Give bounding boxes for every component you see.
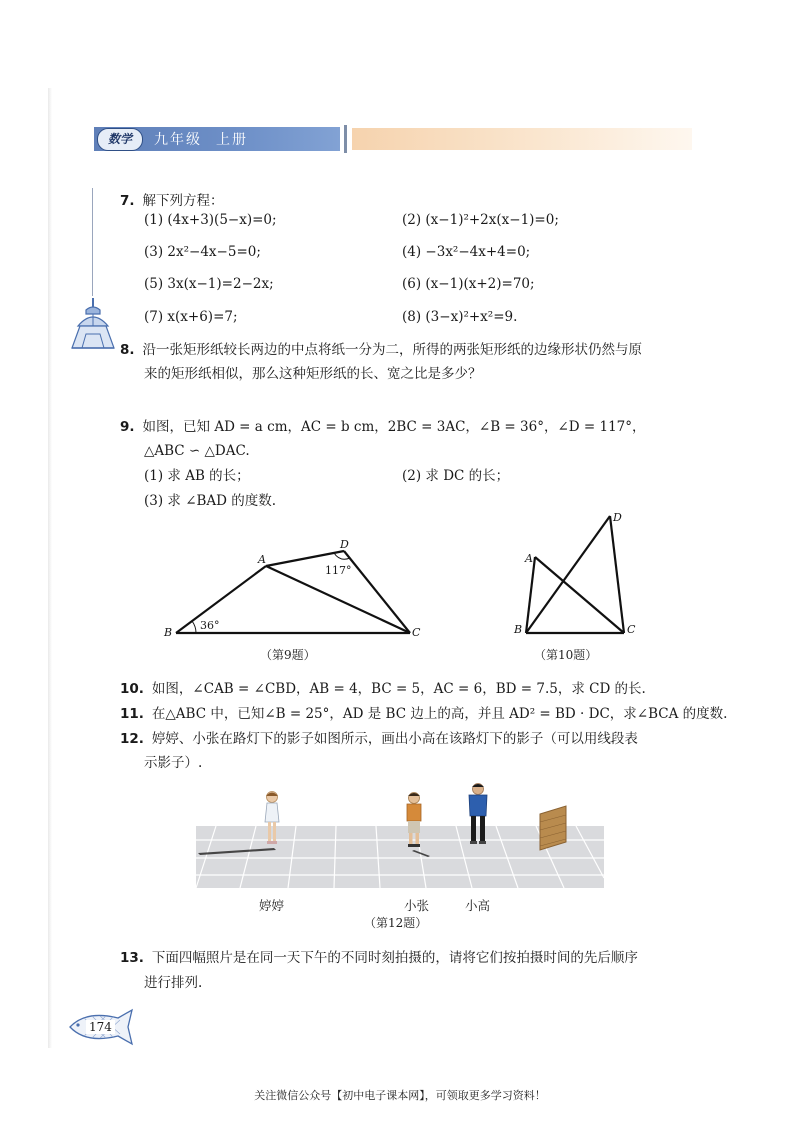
- question-10: [120, 680, 646, 698]
- question-number: 10.: [120, 681, 144, 697]
- segment-dc: [344, 551, 410, 633]
- figure-12-caption: （第12题）: [364, 916, 428, 930]
- question-number: 8.: [120, 342, 135, 358]
- question-text: 沿一张矩形纸较长两边的中点将纸一分为二，所得的两张矩形纸的边缘形状仍然与原: [142, 342, 643, 358]
- equation-item: (5) 3x(x−1)=2−2x;: [144, 276, 274, 292]
- angle-d-label: 117°: [325, 564, 352, 577]
- person-tingting: [262, 790, 282, 846]
- question-text: 下面四幅照片是在同一天下午的不同时刻拍摄的，请将它们按拍摄时间的先后顺序: [151, 950, 638, 966]
- segment-bd-10: [526, 516, 610, 633]
- segment-dc-10: [610, 516, 624, 633]
- point-label-c: C: [412, 626, 421, 639]
- name-xiaogao: 小高: [465, 898, 491, 913]
- question-12: [120, 730, 638, 748]
- figure-10-caption: （第10题）: [534, 648, 598, 662]
- question-8-line2: 来的矩形纸相似，那么这种矩形纸的长、宽之比是多少？: [144, 366, 482, 382]
- point-label-c: C: [627, 623, 636, 636]
- angle-b-label: 36°: [200, 619, 220, 632]
- equation-item: (8) (3−x)²+x²=9.: [402, 309, 518, 325]
- segment-ab: [176, 566, 266, 633]
- name-tingting: 婷婷: [259, 898, 285, 913]
- question-text: 解下列方程：: [142, 193, 224, 209]
- question-12-line2: 示影子）.: [144, 755, 203, 771]
- question-number: 7.: [120, 193, 135, 209]
- angle-b-arc: [192, 621, 196, 633]
- question-number: 13.: [120, 950, 144, 966]
- subject-badge: 数学: [97, 128, 143, 151]
- question-9-part1: (1) 求 AB 的长；: [144, 468, 250, 484]
- equation-item: (3) 2x²−4x−5=0;: [144, 244, 261, 260]
- question-text: 婷婷、小张在路灯下的影子如图所示，画出小高在该路灯下的影子（可以用线段表: [151, 731, 638, 747]
- question-13: [120, 949, 638, 967]
- volume-label: 上册: [216, 132, 248, 148]
- person-xiaogao: [466, 782, 490, 846]
- equation-item: (1) (4x+3)(5−x)=0;: [144, 212, 277, 228]
- question-text: 如图，已知 AD = a cm，AC = b cm，2BC = 3AC，∠B = 36°，∠D = 117°，: [142, 419, 646, 435]
- page-number: 174: [86, 1020, 115, 1034]
- equation-item: (4) −3x²−4x+4=0;: [402, 244, 531, 260]
- equation-item: (2) (x−1)²+2x(x−1)=0;: [402, 212, 559, 228]
- figure-9-caption: （第9题）: [260, 648, 316, 662]
- segment-ac-10: [535, 557, 624, 633]
- question-13-line2: 进行排列.: [144, 975, 203, 991]
- point-label-d: D: [340, 538, 349, 551]
- point-label-a: A: [525, 552, 533, 565]
- point-label-b: B: [164, 626, 173, 639]
- point-label-d: D: [613, 511, 622, 524]
- question-9-line2: △ABC ∽ △DAC.: [144, 443, 250, 459]
- point-label-a: A: [258, 553, 266, 566]
- question-9-part3: (3) 求 ∠BAD 的度数.: [144, 493, 277, 509]
- person-xiaozhang: [404, 791, 424, 849]
- question-text: 如图，∠CAB = ∠CBD，AB = 4，BC = 5，AC = 6，BD = 7.5，求 CD 的长.: [151, 681, 646, 697]
- question-number: 12.: [120, 731, 144, 747]
- question-11: [120, 705, 727, 723]
- question-text: 在△ABC 中，已知∠B = 25°，AD 是 BC 边上的高，并且 AD² = BD · DC，求∠BCA 的度数.: [151, 706, 728, 722]
- question-number: 9.: [120, 419, 135, 435]
- question-number: 11.: [120, 706, 144, 722]
- question-9-part2: (2) 求 DC 的长；: [402, 468, 510, 484]
- equation-item: (7) x(x+6)=7;: [144, 309, 238, 325]
- footer-notice: 关注微信公众号【初中电子课本网】，可领取更多学习资料！: [254, 1089, 546, 1102]
- grade-label: 九年级: [154, 132, 202, 148]
- brick-wall: [540, 806, 568, 850]
- point-label-b: B: [514, 623, 523, 636]
- equation-item: (6) (x−1)(x+2)=70;: [402, 276, 535, 292]
- name-xiaozhang: 小张: [404, 898, 430, 913]
